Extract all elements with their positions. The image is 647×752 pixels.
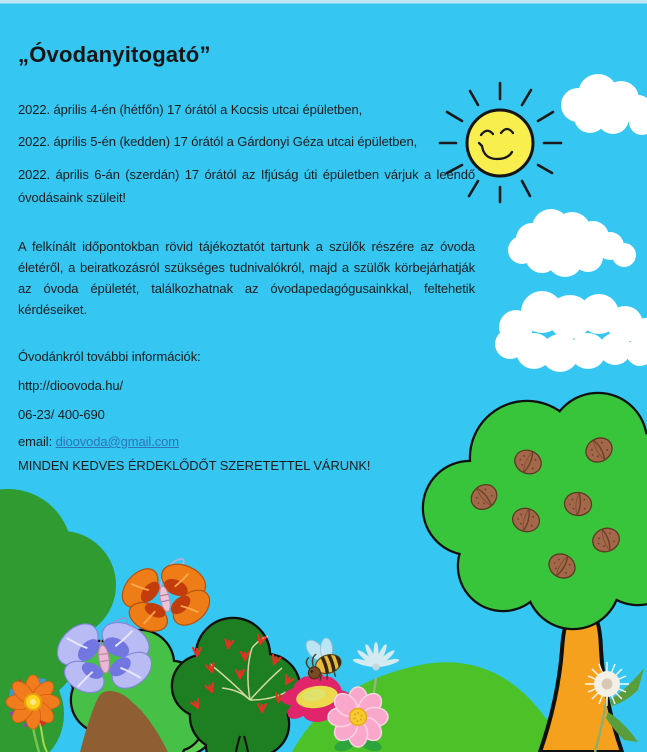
schedule-line-3: 2022. április 6-án (szerdán) 17 órától az Ifjúság úti épületben várjuk a leendő óvodásaink szüleit! <box>18 167 475 205</box>
page-title: „Óvodanyitogató” <box>18 42 211 67</box>
email-link[interactable]: dioovoda@gmail.com <box>55 434 179 449</box>
info-paragraph: A felkínált időpontokban rövid tájékoztatót tartunk a szülők részére az óvoda életéről, a beiratkozásról szükséges tudnivalókról, majd a szülők körbejárhatják az óvoda épületét, találkozhatnak az óvodapedagógusainkkal, feltehetik kérdéseiket. <box>18 239 475 317</box>
website-url: http://dioovoda.hu/ <box>18 378 124 393</box>
closing-line: MINDEN KEDVES ÉRDEKLŐDŐT SZERETETTEL VÁRUNK! <box>18 458 371 473</box>
schedule-line-1: 2022. április 4-én (hétfőn) 17 órától a Kocsis utcai épületben, <box>18 102 363 117</box>
email-line <box>18 433 179 451</box>
email-label: email: <box>18 434 56 449</box>
schedule-line-2: 2022. április 5-én (kedden) 17 órától a Gárdonyi Géza utcai épületben, <box>18 134 418 149</box>
phone-number: 06-23/ 400-690 <box>18 407 105 422</box>
contact-heading: Óvodánkról további információk: <box>18 349 201 364</box>
